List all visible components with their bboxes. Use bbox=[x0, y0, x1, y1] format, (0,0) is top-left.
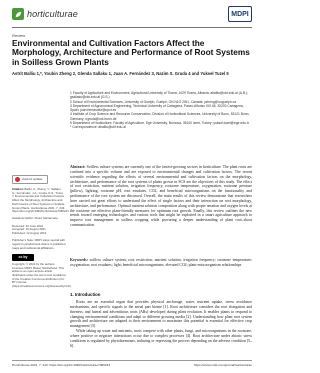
journal-logo[interactable] bbox=[12, 8, 78, 20]
cc-badge-label: cc by bbox=[18, 255, 28, 260]
keywords bbox=[70, 258, 252, 268]
check-updates-label: check for updates bbox=[22, 178, 43, 181]
refresh-icon bbox=[15, 177, 20, 182]
abstract bbox=[70, 165, 252, 228]
cc-license-badge[interactable] bbox=[12, 254, 34, 261]
citation-block bbox=[12, 187, 69, 214]
paragraph: Roots are an essential organ that provides physical anchorage, water, nutrient uptake, stress avoidance mechanisms, and specific signals to the aerial part biome [1]. Root architecture considers the root elongation and fineness, and lateral and adventitious roots (ARs) developed during plant evolution. It enables plants to respond to changing environmental conditions and adapt to different growing media [2]. Understanding how plant root system growth and architecture are adapted to their environment to maximize this potential is essential for effective crop management [3]. bbox=[70, 300, 252, 329]
affiliation-item: 2 School of Environmental Sciences, University of Guelph, Guelph, ON N1G 2W1, Canada; yzheng@uoguelph.ca bbox=[70, 99, 237, 104]
publisher-note: Publisher's Note: MDPI stays neutral with regard to jurisdictional claims in published maps and institutional affiliations. bbox=[12, 238, 66, 250]
affiliations bbox=[70, 91, 252, 130]
affiliation-item: 3 Department of Agronomical Engineering, Technical University of Cartagena, Paseo Alfonso XIII 48, 30203 Cartagena, Spain; juan.fernandez@upct.es bbox=[70, 103, 244, 113]
paragraph: While taking up water and nutrients, roots compete with other plants, fungi, and microorganisms in the rootzone, where positive or negative interactions occur due to complex processes [4]. Root architecture under abiotic stress conditions is regulated by phytohormones, inducing or repressing the process depending on the adverse condition [5–6]. bbox=[70, 329, 252, 348]
keywords-text: soilless culture system; root restriction; nutrient solution; irrigation frequency; rootzone temperature; oxygenation; root exudates; light; beneficial microorganisms; elevated CO2; plant-microorganism relationships bbox=[70, 258, 252, 267]
abstract-label: Abstract: bbox=[70, 165, 86, 169]
citation-text[interactable]: Balliu, A.; Zheng, Y.; Sallaku, G.; Fernández, J.A.; Gruda, N.S.; Tuzel, Y. Environmental and Cultivation Factors Affect the Morphology, Architecture and Performance of Root Systems in Soilless Grown Plants. Horticulturae 2021, 7, 243. https://doi.org/10.3390/horticulturae7080243 bbox=[12, 187, 69, 214]
publisher-logo[interactable] bbox=[228, 6, 252, 22]
accepted-date: Accepted: 10 August 2021 bbox=[12, 227, 46, 232]
footer-divider bbox=[12, 360, 252, 361]
check-updates-button[interactable] bbox=[12, 175, 48, 184]
copyright-notice: Copyright: © 2021 by the authors. Licensee MDPI, Basel, Switzerland. This article is an open access article distributed under the terms and conditions of the Creative Commons Attribution (CC BY) license (https://creativecommons.org/licenses/by/4.0/). bbox=[12, 261, 72, 289]
journal-name: horticulturae bbox=[27, 9, 78, 19]
leaf-icon bbox=[12, 8, 24, 20]
academic-editor: Academic Editor: Pietro Santamaria bbox=[12, 216, 58, 221]
received-date: Received: 30 June 2021 bbox=[12, 223, 44, 228]
correspondence: * Correspondence: aballiu@ubt.edu.al bbox=[70, 125, 126, 130]
article-type: Review bbox=[12, 33, 26, 38]
journal-link[interactable]: https://www.mdpi.com/journal/horticulturae bbox=[193, 363, 252, 367]
introduction-body bbox=[70, 300, 252, 348]
publication-dates bbox=[12, 225, 66, 236]
abstract-text: Soilless culture systems are currently one of the fastest-growing sectors in horticulture. The plant roots are confined into a specific volume and are exposed to environmental changes and cultivation factors. The recent scientific evidence regarding the effects of several environmental and cultivation factors on the morphology, architecture, and performance of the root systems of plants grown in SCS are the objectives of this study. The effect of root restriction, nutrient solution, irrigation frequency, rootzone temperature, oxygenation, rootzone pressure (pillow), lighting, rootzone pH, root exudates, CO2, and beneficial microorganisms on the functionality and performance of the root system are discussed. Overall, the main results of this review demonstrate that researchers have carried out great efforts to understand the effect of single factors and their interaction on root morphology, architecture, and performance. Optimal nutrient solution composition along with proper aeration and oxygen levels at the rootzone are effective plant-friendly measures for optimum root growth. Finally, this review outlines the new trends toward emerging technologies and various tools that might be exploited in a smart agriculture approach to improve root management in soilless cropping while procuring a deeper understanding of plant root–shoot communication. bbox=[70, 165, 252, 228]
section-heading: 1. Introduction bbox=[70, 292, 101, 297]
article-title: Environmental and Cultivation Factors Affect the Morphology, Architecture and Performance of Root Systems in Soilless Grown Plants bbox=[12, 38, 250, 67]
article-sidebar bbox=[12, 175, 72, 292]
affiliation-item: 4 Institute of Crop Science and Resource Conservation, Division of Horticultural Sciences, University of Bonn, 53121 Bonn, Germany; ngruda@uni-bonn.de bbox=[70, 112, 250, 121]
citation-label: Citation: bbox=[12, 187, 24, 191]
keywords-label: Keywords: bbox=[70, 258, 88, 262]
header-divider bbox=[12, 27, 252, 28]
footer-citation[interactable]: Horticulturae 2021, 7, 243. https://doi.org/10.3390/horticulturae7080243 bbox=[12, 363, 111, 367]
published-date: Published: 12 August 2021 bbox=[12, 231, 47, 236]
affiliation-item: 1 Faculty of Agriculture and Environment, Agricultural University of Tirana, 1029 Tirana, Albania; aballiu@ubt.edu.al (A.B.); gsallaku@ubt.edu.al (G.S.) bbox=[70, 91, 248, 100]
publisher-name: MDPI bbox=[228, 6, 252, 22]
affiliation-item: 5 Department of Horticulture, Faculty of Agriculture, Ege University, Bornova, 35100 İzmir, Turkey; yuksel.tuzel@ege.edu.tr bbox=[70, 121, 249, 126]
author-list[interactable]: Astrit Balliu 1,*, Youbin Zheng 2, Glenda Sallaku 1, Juan A. Fernández 3, Nazim S. Gruda 4 and Yuksel Tuzel 5 bbox=[12, 71, 229, 76]
